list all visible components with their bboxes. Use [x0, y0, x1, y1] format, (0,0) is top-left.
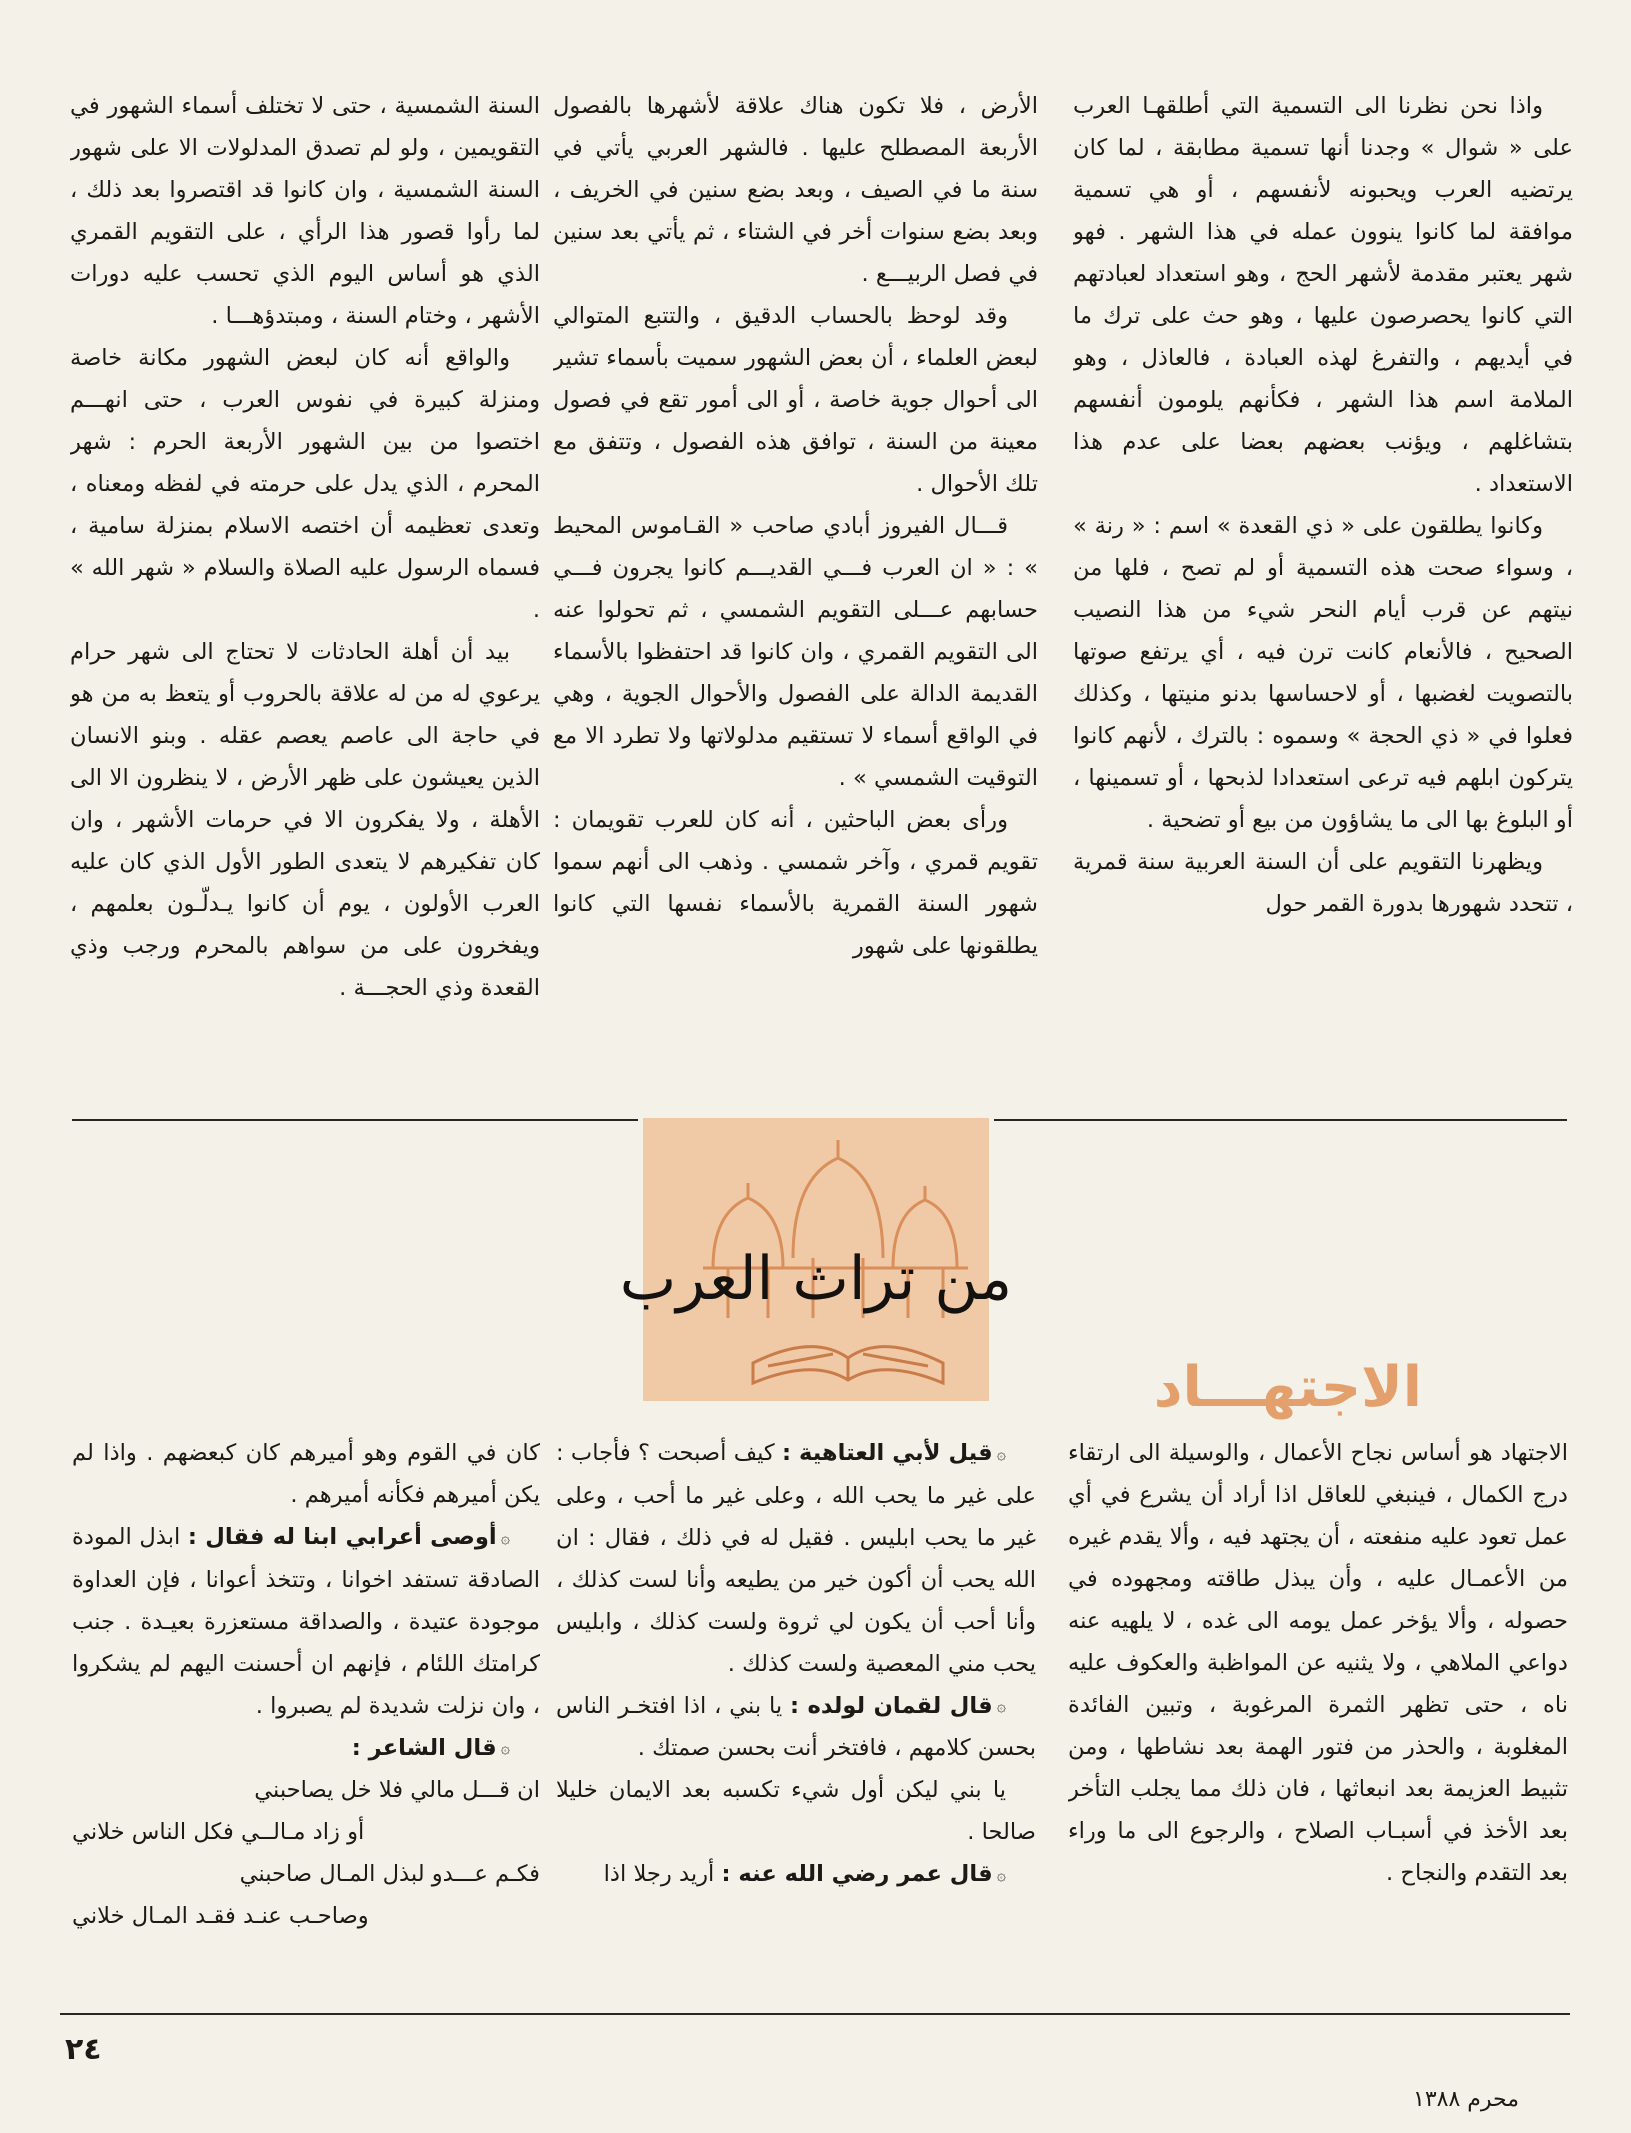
saying [556, 1432, 1036, 1685]
paragraph: وكانوا يطلقون على « ذي القعدة » اسم : « رنة » ، وسواء صحت هذه التسمية أو لم تصح ، فلها من نيتهم عن قرب أيام النحر شيء من هذا النصيب الصحيح ، فالأنعام كانت ترن فيه ، أي يرتفع صوتها بالتصويت لغضبها ، أو لاحساسها بدنو منيتها ، وكذلك فعلوا في « ذي الحجة » وسموه : بالترك ، لأنهم كانوا يتركون ابلهم فيه ترعى استعدادا لذبحها ، أو تسمينها ، أو البلوغ بها الى ما يشاؤون من بيع أو تضحية . [1073, 513, 1573, 833]
paragraph: قـــال الفيروز أبادي صاحب « القـاموس المحيط » : « ان العرب فـــي القديـــم كانوا يجرون فـــي حسابهم عـــلى التقويم الشمسي ، ثم تحولوا عنه الى التقويم القمري ، وان كانوا قد احتفظوا بالأسماء القديمة الدالة على الفصول والأحوال الجوية ، وهي في الواقع أسماء لا تستقيم مدلولاتها ولا تطرد الا مع التوقيت الشمسي » . [553, 513, 1038, 791]
saying-text: كيف أصبحت ؟ فأجاب : على غير ما يحب الله ، وعلى غير ما أحب ، وعلى غير ما يحب ابليس . فقيل له في ذلك ، فقال : ان الله يحب أن أكون خير من يطيعه وأنا لست كذلك ، وأنا أحب أن يكون لي ثروة ولست كذلك ، وابليس يحب مني المعصية ولست كذلك . [556, 1440, 1036, 1677]
bullet-icon: ۞ [500, 1738, 510, 1757]
saying-text: يا بني ليكن أول شيء تكسبه بعد الايمان خليلا صالحا . [556, 1777, 1036, 1845]
saying-text: أريد رجلا اذا [603, 1861, 715, 1887]
verse-line: ان قـــل مالي فلا خل يصاحبني [254, 1777, 540, 1803]
paragraph: بيد أن أهلة الحادثات لا تحتاج الى شهر حرام يرعوي له من له علاقة بالحروب أو يتعظ به من هو في حاجة الى عاصم يعصم عقله . وبنو الانسان الذين يعيشون على ظهر الأرض ، لا ينظرون الا الى الأهلة ، ولا يفكرون الا في حرمات الأشهر ، وان كان تفكيرهم لا يتعدى الطور الأول الذي كان عليه العرب الأولون ، يوم أن كانوا يـدلّـون بعلمهم ، ويفخرون على من سواهم بالمحرم ورجب وذي القعدة وذي الحجـــة . [70, 639, 540, 1001]
saying-lead: قيل لأبي العتاهية : [781, 1440, 993, 1466]
saying-lead: قال لقمان لولده : [790, 1692, 993, 1719]
top-column-2 [553, 85, 1038, 1050]
saying [72, 1727, 540, 1770]
bullet-icon: ۞ [996, 1443, 1007, 1463]
verse-line: فكـم عـــدو لبذل المـال صاحبني [239, 1861, 540, 1887]
page-number: ٢٤ [65, 2032, 102, 2067]
saying-lead: أوصى أعرابي ابنا له فقال : [187, 1524, 497, 1550]
bottom-column-1 [1068, 1432, 1568, 1992]
bottom-column-2 [556, 1432, 1036, 1992]
saying-text: يا بني ، اذا افتخـر الناس بحسن كلامهم ، فافتخر أنت بحسن صمتك . [556, 1692, 1036, 1761]
divider-rule [994, 1119, 1567, 1121]
paragraph: ورأى بعض الباحثين ، أنه كان للعرب تقويمان : تقويم قمري ، وآخر شمسي . وذهب الى أنهم سموا شهور السنة القمرية بالأسماء نفسها التي كانوا يطلقونها على شهور [553, 807, 1038, 959]
divider-rule [72, 1119, 638, 1121]
section-title: الاجتهـــاد [1153, 1355, 1422, 1420]
bottom-column-3 [72, 1432, 540, 1992]
paragraph: الأرض ، فلا تكون هناك علاقة لأشهرها بالفصول الأربعة المصطلح عليها . فالشهر العربي يأتي في سنة ما في الصيف ، وبعد بضع سنين في الخريف ، وبعد بضع سنوات أخر في الشتاء ، ثم يأتي بعد سنين في فصل الربيـــع . [553, 93, 1038, 287]
paragraph: وقد لوحظ بالحساب الدقيق ، والتتبع المتوالي لبعض العلماء ، أن بعض الشهور سميت بأسماء تشير الى أحوال جوية خاصة ، أو الى أمور تقع في فصول معينة من السنة ، توافق هذه الفصول ، وتتفق مع تلك الأحوال . [553, 303, 1038, 497]
verse-line: وصاحـب عنـد فقـد المـال خلاني [72, 1903, 369, 1929]
saying [72, 1516, 540, 1727]
bullet-icon: ۞ [996, 1696, 1007, 1715]
saying [556, 1685, 1036, 1770]
heritage-title: من تراث العرب [619, 1244, 1013, 1314]
saying-lead: قال الشاعر : [351, 1734, 497, 1761]
saying [556, 1769, 1036, 1853]
issue-label: محرم ١٣٨٨ [1413, 2087, 1520, 2112]
footer-rule [60, 2013, 1570, 2015]
bullet-icon: ۞ [500, 1527, 510, 1547]
saying [556, 1853, 1036, 1896]
top-column-3 [70, 85, 540, 1050]
verse-line: أو زاد مـالــي فكل الناس خلاني [72, 1819, 365, 1845]
paragraph: الاجتهاد هو أساس نجاح الأعمال ، والوسيلة الى ارتقاء درج الكمال ، فينبغي للعاقل اذا أراد أن يشرع في أي عمل تعود عليه منفعته ، أن يجتهد فيه ، وألا يقدم غيره من الأعمـال عليه ، وأن يبذل طاقته ومجهوده في حصوله ، وألا يؤخر عمل يومه الى غده ، لا يلهيه عنه دواعي الملاهي ، ولا يثنيه عن المواظبة والعكوف عليه ناه ، حتى تظهر الثمرة المرغوبة ، وتبين الفائدة المغلوبة ، والحذر من فتور الهمة بعد نشاطها ، ومن تثبيط العزيمة بعد انبعاثها ، فان ذلك مما يجلب التأخر بعد الأخذ في أسبـاب الصلاح ، والرجوع الى ما وراء بعد التقدم والنجاح . [1068, 1440, 1568, 1886]
bullet-icon: ۞ [996, 1864, 1006, 1884]
paragraph: السنة الشمسية ، حتى لا تختلف أسماء الشهور في التقويمين ، ولو لم تصدق المدلولات الا على شهور السنة الشمسية ، وان كانوا قد اقتصروا بعد ذلك ، لما رأوا قصور هذا الرأي ، على التقويم القمري الذي هو أساس اليوم الذي تحسب عليه دورات الأشهر ، وختام السنة ، ومبتدؤهـــا . [70, 93, 540, 329]
open-book-icon [753, 1347, 943, 1383]
top-column-1 [1073, 85, 1573, 1050]
paragraph: ويظهرنا التقويم على أن السنة العربية سنة قمرية ، تتحدد شهورها بدورة القمر حول [1073, 849, 1573, 917]
saying-text: ابذل المودة الصادقة تستفد اخوانا ، وتتخذ أعوانا ، فإن العداوة موجودة عتيدة ، والصداقة مستعزرة بعيـدة . جنب كرامتك اللئام ، فإنهم ان أحسنت اليهم لم يشكروا ، وان نزلت شديدة لم يصبروا . [72, 1524, 540, 1719]
saying-lead: قال عمر رضي الله عنه : [721, 1861, 993, 1887]
paragraph: والواقع أنه كان لبعض الشهور مكانة خاصة ومنزلة كبيرة في نفوس العرب ، حتى انهـــم اختصوا من بين الشهور الأربعة الحرم : شهر المحرم ، الذي يدل على حرمته في لفظه ومعناه ، وتعدى تعظيمه أن اختصه الاسلام بمنزلة سامية ، فسماه الرسول عليه الصلاة والسلام « شهر الله » . [70, 345, 540, 623]
paragraph: كان في القوم وهو أميرهم كان كبعضهم . واذا لم يكن أميرهم فكأنه أميرهم . [72, 1440, 540, 1508]
paragraph: واذا نحن نظرنا الى التسمية التي أطلقهـا العرب على « شوال » وجدنا أنها تسمية مطابقة ، لما كان يرتضيه العرب ويحبونه لأنفسهم ، أو هي تسمية موافقة لما كانوا ينوون عمله في هذا الشهر . فهو شهر يعتبر مقدمة لأشهر الحج ، وهو استعداد لعبادتهم التي كانوا يحصرصون عليها ، وهو حث على ترك ما في أيديهم ، والتفرغ لهذه العبادة ، فالعاذل ، وهو الملامة اسم هذا الشهر ، فكأنهم يلومون أنفسهم بتشاغلهم ، ويؤنب بعضهم بعضا على عدم هذا الاستعداد . [1073, 93, 1573, 497]
